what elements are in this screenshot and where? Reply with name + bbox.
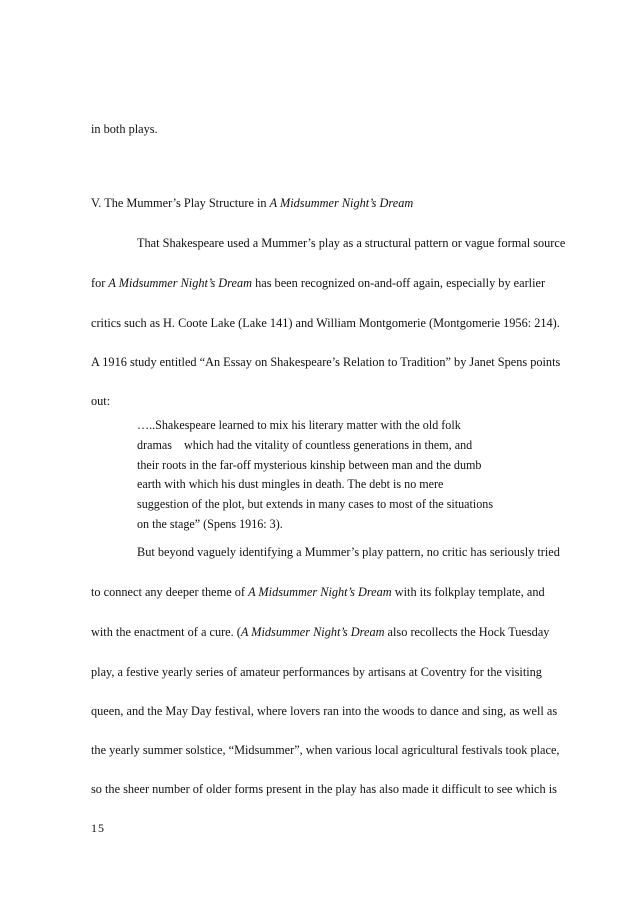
text-line: queen, and the May Day festival, where lovers ran into the woods to dance and sing, as well as xyxy=(91,704,558,718)
text-line: the yearly summer solstice, “Midsummer”, when various local agricultural festivals took place, xyxy=(91,743,560,757)
page-number: 15 xyxy=(91,821,105,835)
text-line: with the enactment of a cure. (A Midsummer Night’s Dream also recollects the Hock Tuesday xyxy=(91,625,550,639)
section-heading: V. The Mummer’s Play Structure in A Midsummer Night’s Dream xyxy=(91,196,414,210)
block-quote-line: suggestion of the plot, but extends in many cases to most of the situations xyxy=(137,497,494,511)
text-line: A 1916 study entitled “An Essay on Shakespeare’s Relation to Tradition” by Janet Spens points xyxy=(91,355,561,369)
text-line: in both plays. xyxy=(91,122,158,136)
text-line: out: xyxy=(91,394,111,408)
text-line: That Shakespeare used a Mummer’s play as a structural pattern or vague formal source xyxy=(137,236,566,250)
block-quote-line: …..Shakespeare learned to mix his literary matter with the old folk xyxy=(137,418,461,432)
text-line: so the sheer number of older forms present in the play has also made it difficult to see which is xyxy=(91,782,557,796)
text-line: play, a festive yearly series of amateur performances by artisans at Coventry for the visiting xyxy=(91,665,542,679)
text-line: to connect any deeper theme of A Midsummer Night’s Dream with its folkplay template, and xyxy=(91,585,545,599)
text-line: for A Midsummer Night’s Dream has been recognized on-and-off again, especially by earlier xyxy=(91,276,546,290)
block-quote-line: earth with which his dust mingles in death. The debt is no mere xyxy=(137,477,444,491)
block-quote-line: their roots in the far-off mysterious kinship between man and the dumb xyxy=(137,458,482,472)
block-quote-line: on the stage” (Spens 1916: 3). xyxy=(137,517,283,531)
text-line: But beyond vaguely identifying a Mummer’s play pattern, no critic has seriously tried xyxy=(137,545,560,559)
text-line: critics such as H. Coote Lake (Lake 141) and William Montgomerie (Montgomerie 1956: 214). xyxy=(91,316,560,330)
block-quote-line: dramas which had the vitality of countless generations in them, and xyxy=(137,438,473,452)
